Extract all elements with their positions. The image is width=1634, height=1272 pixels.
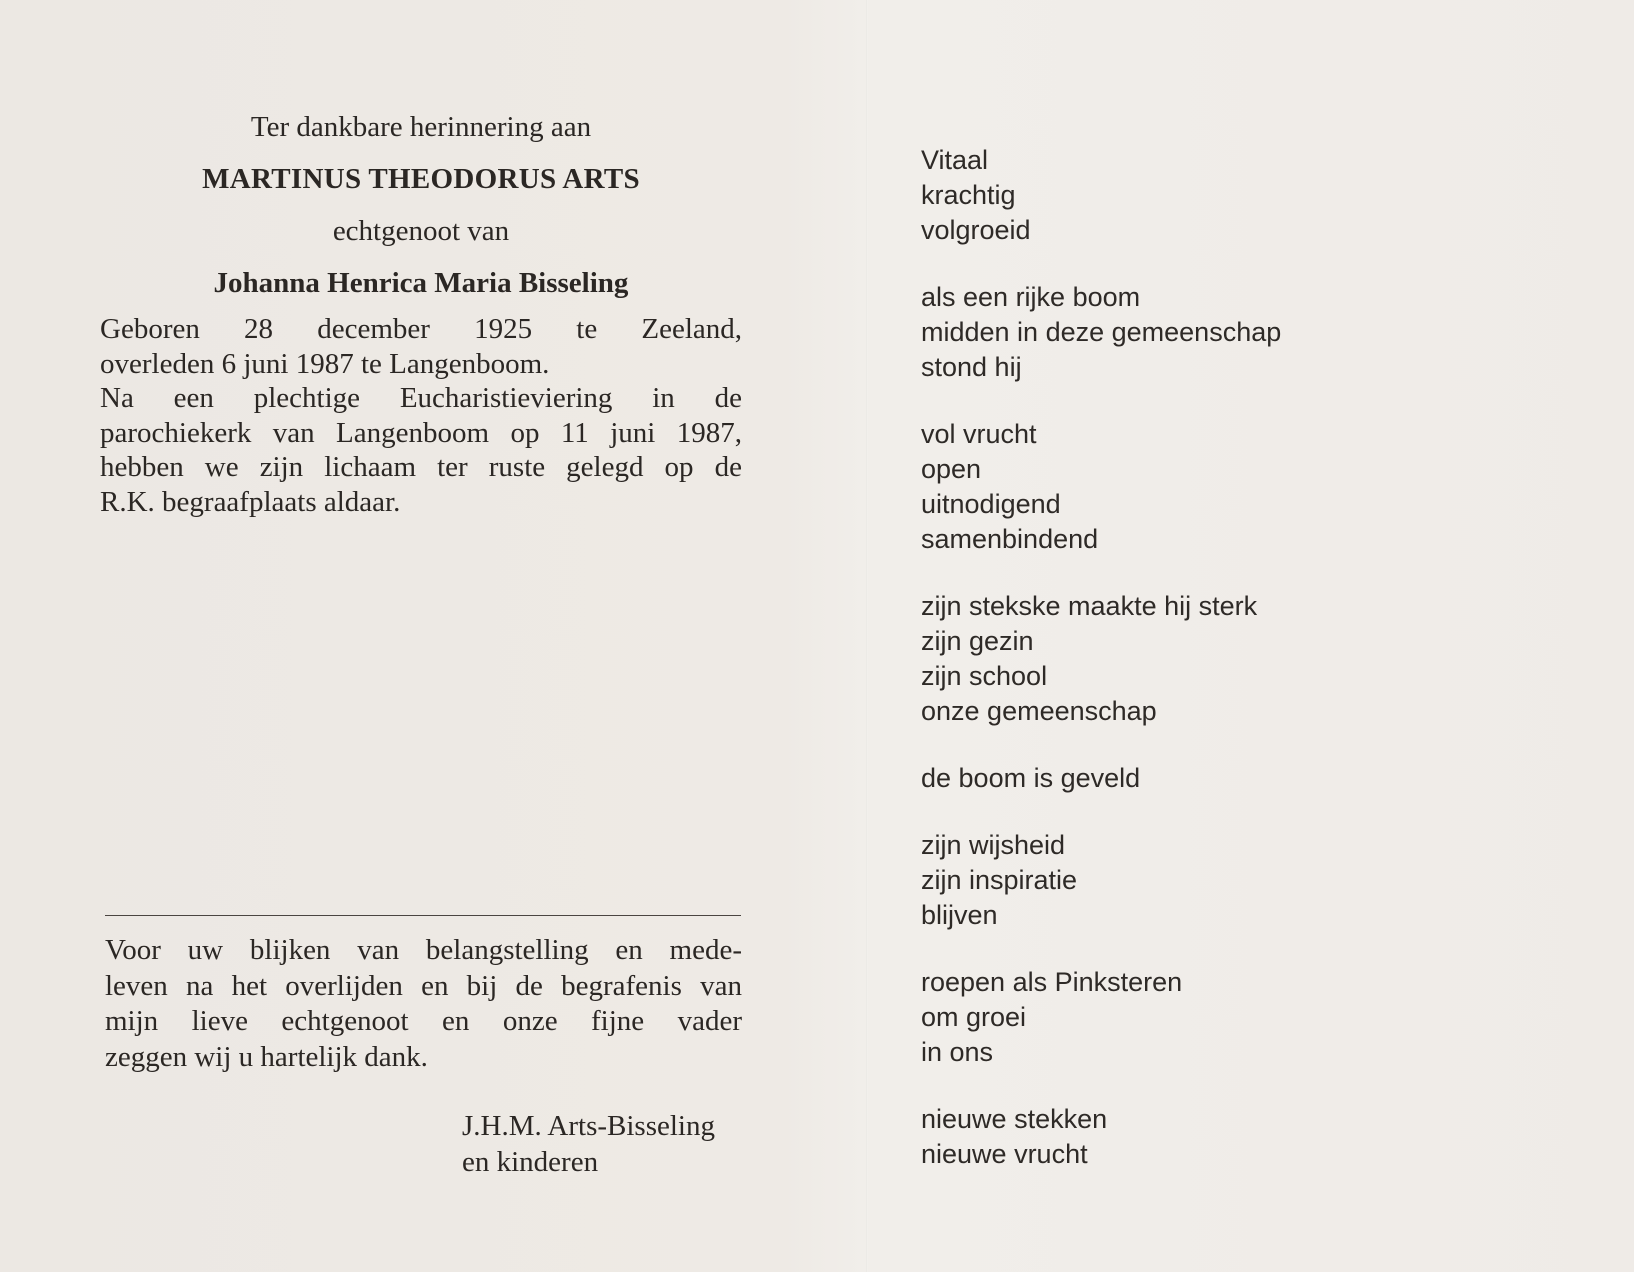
thanks-line: leven na het overlijden en bij de begrafenis van: [105, 969, 742, 1002]
poem-line: zijn gezin: [921, 626, 1034, 656]
poem-line: Vitaal: [921, 145, 989, 175]
poem-line: volgroeid: [921, 215, 1031, 245]
bio-line: overleden 6 juni 1987 te Langenboom.: [100, 347, 550, 380]
poem-line: open: [921, 454, 982, 484]
bio-line: parochiekerk van Langenboom op 11 juni 1987,: [100, 416, 742, 449]
thanks-line: zeggen wij u hartelijk dank.: [105, 1040, 428, 1073]
poem-line: zijn wijsheid: [921, 830, 1066, 860]
thanks-line: Voor uw blijken van belangstelling en mede-: [105, 934, 742, 966]
poem-stanza: [921, 761, 1281, 796]
poem-line: als een rijke boom: [921, 282, 1141, 312]
divider-line: [105, 915, 741, 916]
poem-stanza: [921, 143, 1281, 248]
bio-line: Geboren 28 december 1925 te Zeeland,: [100, 313, 742, 345]
poem-stanza: [921, 589, 1281, 729]
poem-line: uitnodigend: [921, 489, 1061, 519]
signature-line: J.H.M. Arts-Bisseling: [462, 1110, 715, 1142]
thanks-message: [105, 933, 742, 1075]
poem-line: onze gemeenschap: [921, 696, 1157, 726]
bio-line: hebben we zijn lichaam ter ruste gelegd op de: [100, 451, 742, 483]
poem-line: midden in deze gemeenschap: [921, 317, 1282, 347]
bio-line: Na een plechtige Eucharistieviering in de: [100, 382, 742, 414]
poem-line: krachtig: [921, 180, 1016, 210]
bio-line: R.K. begraafplaats aldaar.: [100, 485, 401, 518]
poem-stanza: [921, 1102, 1281, 1172]
deceased-name: MARTINUS THEODORUS ARTS: [202, 163, 640, 195]
poem-line: roepen als Pinksteren: [921, 967, 1183, 997]
poem-stanza: [921, 417, 1281, 557]
card-fold-line: [866, 0, 868, 1272]
poem-stanza: [921, 280, 1281, 385]
poem-line: de boom is geveld: [921, 763, 1141, 793]
poem-line: nieuwe vrucht: [921, 1139, 1088, 1169]
poem-line: blijven: [921, 900, 998, 930]
poem-line: zijn stekske maakte hij sterk: [921, 591, 1258, 621]
left-page: [100, 108, 742, 519]
poem-line: samenbindend: [921, 524, 1099, 554]
signature: [462, 1108, 715, 1180]
poem-stanza: [921, 828, 1281, 933]
poem-line: in ons: [921, 1037, 994, 1067]
poem-line: nieuwe stekken: [921, 1104, 1108, 1134]
poem-line: vol vrucht: [921, 419, 1037, 449]
spouse-name: Johanna Henrica Maria Bisseling: [213, 267, 629, 299]
poem-stanza: [921, 965, 1281, 1070]
thanks-line: mijn lieve echtgenoot en onze fijne vader: [105, 1005, 742, 1037]
poem-line: om groei: [921, 1002, 1027, 1032]
spouse-label: echtgenoot van: [332, 215, 510, 247]
poem-line: stond hij: [921, 352, 1022, 382]
biography: [100, 312, 742, 519]
poem-line: zijn inspiratie: [921, 865, 1078, 895]
intro-line: Ter dankbare herinnering aan: [250, 111, 592, 143]
poem: [921, 143, 1281, 1204]
poem-line: zijn school: [921, 661, 1048, 691]
signature-line: en kinderen: [462, 1146, 599, 1178]
